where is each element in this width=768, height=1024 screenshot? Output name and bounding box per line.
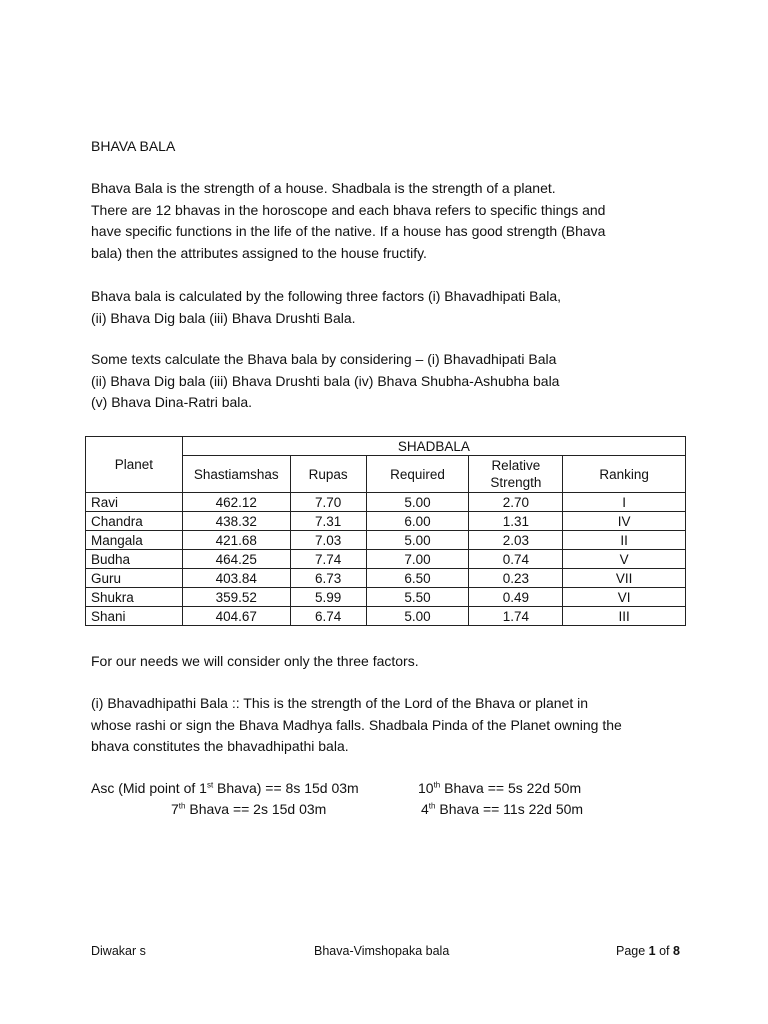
cell-required: 5.00 <box>366 607 469 626</box>
bhava-4-label: 4 <box>421 801 429 817</box>
cell-relative: 0.23 <box>469 569 563 588</box>
page-current: 1 <box>648 944 656 958</box>
table-body <box>86 493 686 626</box>
table-row <box>86 569 686 588</box>
needs-paragraph: For our needs we will consider only the three factors. <box>91 653 419 669</box>
header-line: Relative <box>491 458 541 473</box>
paragraph-line: whose rashi or sign the Bhava Madhya falls. Shadbala Pinda of the Planet owning the <box>91 716 622 733</box>
cell-ranking: VI <box>563 588 686 607</box>
paragraph-line: (ii) Bhava Dig bala (iii) Bhava Drushti bala (iv) Bhava Shubha-Ashubha bala <box>91 372 560 389</box>
header-line: Strength <box>490 475 542 490</box>
footer-page-number <box>616 944 680 958</box>
cell-planet: Shani <box>86 607 183 626</box>
cell-relative: 1.31 <box>469 512 563 531</box>
shadbala-table <box>85 436 686 626</box>
table-row <box>86 512 686 531</box>
column-header <box>469 456 563 493</box>
cell-required: 6.00 <box>366 512 469 531</box>
footer-title: Bhava-Vimshopaka bala <box>314 944 450 958</box>
shadbala-group-header: SHADBALA <box>182 437 685 456</box>
page-label: Page <box>616 944 649 958</box>
cell-shastiamshas: 464.25 <box>182 550 290 569</box>
column-header: Required <box>366 456 469 493</box>
cell-ranking: VII <box>563 569 686 588</box>
cell-planet: Chandra <box>86 512 183 531</box>
paragraph-line: bala) then the attributes assigned to the house fructify. <box>91 244 427 261</box>
cell-shastiamshas: 421.68 <box>182 531 290 550</box>
bhava-7-position <box>171 801 326 817</box>
cell-rupas: 7.70 <box>290 493 366 512</box>
cell-required: 5.00 <box>366 493 469 512</box>
column-header: Shastiamshas <box>182 456 290 493</box>
document-heading: BHAVA BALA <box>91 138 176 154</box>
cell-rupas: 6.73 <box>290 569 366 588</box>
footer-author: Diwakar s <box>91 944 146 958</box>
cell-required: 7.00 <box>366 550 469 569</box>
of-label: of <box>655 944 673 958</box>
page-total: 8 <box>673 944 680 958</box>
paragraph-line: Bhava Bala is the strength of a house. Shadbala is the strength of a planet. <box>91 180 556 196</box>
cell-ranking: II <box>563 531 686 550</box>
cell-ranking: I <box>563 493 686 512</box>
bhava-10-label: 10 <box>418 780 434 796</box>
cell-planet: Shukra <box>86 588 183 607</box>
cell-required: 5.50 <box>366 588 469 607</box>
bhava-4-position <box>421 801 583 817</box>
cell-shastiamshas: 403.84 <box>182 569 290 588</box>
cell-required: 5.00 <box>366 531 469 550</box>
superscript: st <box>206 780 214 790</box>
cell-ranking: III <box>563 607 686 626</box>
table-row <box>86 550 686 569</box>
cell-relative: 1.74 <box>469 607 563 626</box>
cell-rupas: 7.03 <box>290 531 366 550</box>
cell-ranking: V <box>563 550 686 569</box>
superscript: th <box>178 801 186 811</box>
table-row <box>86 588 686 607</box>
bhava-10-value: Bhava == 5s 22d 50m <box>440 780 582 796</box>
paragraph-line: bhava constitutes the bhavadhipathi bala. <box>91 738 349 754</box>
cell-planet: Budha <box>86 550 183 569</box>
bhava-7-label: 7 <box>171 801 179 817</box>
asc-label: Asc (Mid point of 1 <box>91 780 207 796</box>
paragraph-line: Bhava bala is calculated by the following three factors (i) Bhavadhipati Bala, <box>91 288 562 304</box>
asc-position <box>91 780 359 796</box>
column-header: Rupas <box>290 456 366 493</box>
cell-shastiamshas: 359.52 <box>182 588 290 607</box>
column-header: Ranking <box>563 456 686 493</box>
cell-required: 6.50 <box>366 569 469 588</box>
cell-relative: 2.70 <box>469 493 563 512</box>
bhava-10-position <box>418 780 581 796</box>
bhava-7-value: Bhava == 2s 15d 03m <box>185 801 327 817</box>
cell-rupas: 6.74 <box>290 607 366 626</box>
superscript: th <box>428 801 436 811</box>
planet-column-header: Planet <box>86 437 183 493</box>
bhava-4-value: Bhava == 11s 22d 50m <box>435 801 584 817</box>
bhavadhipathi-paragraph <box>91 693 622 758</box>
paragraph-line: (ii) Bhava Dig bala (iii) Bhava Drushti Bala. <box>91 309 356 326</box>
texts-paragraph <box>91 349 559 414</box>
paragraph-line: There are 12 bhavas in the horoscope and each bhava refers to specific things and <box>91 201 606 218</box>
paragraph-line: have specific functions in the life of the native. If a house has good strength (Bhava <box>91 223 606 239</box>
paragraph-line: Some texts calculate the Bhava bala by considering – (i) Bhavadhipati Bala <box>91 351 557 367</box>
cell-rupas: 7.31 <box>290 512 366 531</box>
paragraph-line: (v) Bhava Dina-Ratri bala. <box>91 394 253 410</box>
cell-shastiamshas: 462.12 <box>182 493 290 512</box>
cell-planet: Ravi <box>86 493 183 512</box>
cell-rupas: 7.74 <box>290 550 366 569</box>
table-row <box>86 493 686 512</box>
cell-shastiamshas: 438.32 <box>182 512 290 531</box>
factors-paragraph <box>91 286 561 329</box>
cell-ranking: IV <box>563 512 686 531</box>
cell-relative: 0.74 <box>469 550 563 569</box>
cell-shastiamshas: 404.67 <box>182 607 290 626</box>
cell-relative: 2.03 <box>469 531 563 550</box>
table-row <box>86 607 686 626</box>
cell-rupas: 5.99 <box>290 588 366 607</box>
cell-planet: Mangala <box>86 531 183 550</box>
cell-relative: 0.49 <box>469 588 563 607</box>
cell-planet: Guru <box>86 569 183 588</box>
superscript: th <box>433 780 441 790</box>
asc-value: Bhava) == 8s 15d 03m <box>213 780 359 796</box>
table-row <box>86 531 686 550</box>
intro-paragraph <box>91 178 605 264</box>
paragraph-line: (i) Bhavadhipathi Bala :: This is the strength of the Lord of the Bhava or planet in <box>91 695 589 711</box>
